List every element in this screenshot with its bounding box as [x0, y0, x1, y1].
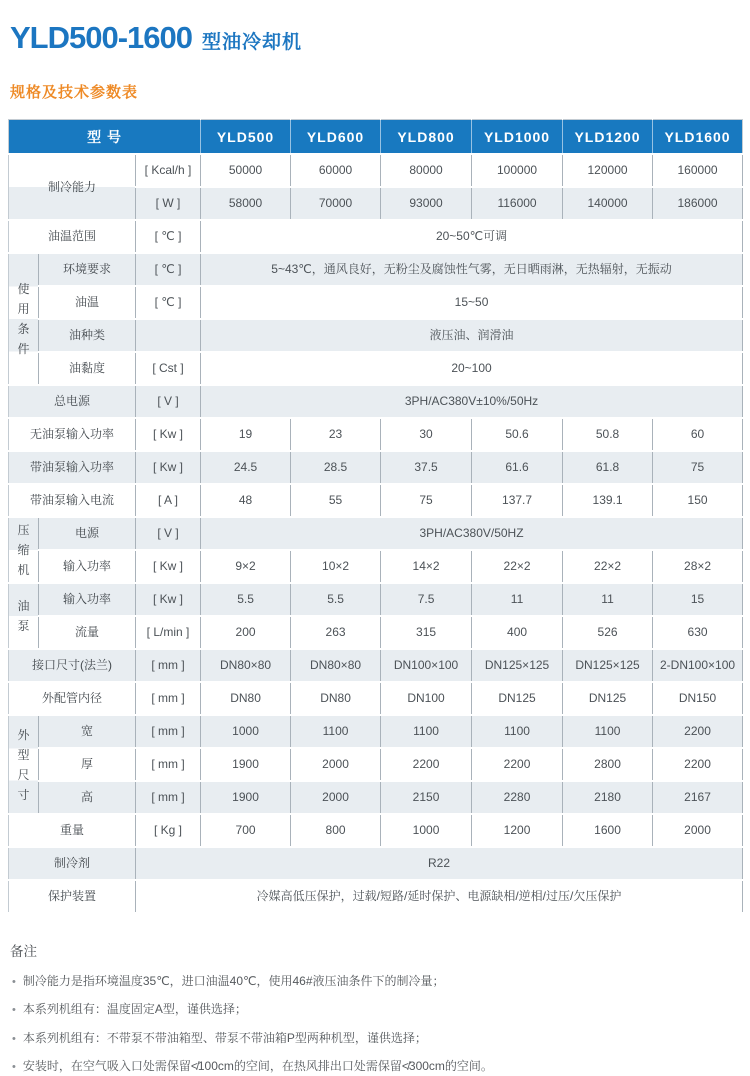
table-row	[9, 253, 743, 286]
table-row	[9, 220, 743, 253]
unit-cell: [ Cst ]	[136, 352, 201, 385]
note-text: 本系列机组有：温度固定A型，谨供选择；	[22, 1002, 247, 1017]
value-cell: 315	[381, 616, 472, 649]
value-cell: DN125	[472, 682, 563, 715]
page-title-suffix: 型油冷却机	[202, 32, 303, 53]
value-merged: 20~100	[201, 352, 743, 385]
row-label: 制冷能力	[9, 154, 136, 220]
value-merged: 20~50℃可调	[201, 220, 743, 253]
note-item	[10, 1030, 742, 1047]
value-cell: 116000	[472, 187, 563, 220]
group-label-char: 用	[17, 302, 30, 316]
notes-heading: 备注	[10, 944, 37, 959]
value-merged: 3PH/AC380V/50HZ	[201, 517, 743, 550]
value-cell: 60000	[291, 154, 381, 187]
section-title: 规格及技术参数表	[10, 84, 139, 101]
group-label-char: 寸	[17, 787, 30, 802]
value-cell: DN80	[291, 682, 381, 715]
table-row	[9, 682, 743, 715]
table-row	[9, 517, 743, 550]
group-label-char: 压	[17, 523, 30, 537]
row-label: 接口尺寸(法兰)	[9, 649, 136, 682]
value-cell: 120000	[563, 154, 653, 187]
value-cell: 2150	[381, 781, 472, 814]
value-cell: 50000	[201, 154, 291, 187]
table-row	[9, 583, 743, 616]
unit-cell: [ V ]	[136, 385, 201, 418]
value-cell: DN100×100	[381, 649, 472, 682]
value-cell: 75	[381, 484, 472, 517]
col-header-model: 型 号	[9, 120, 201, 155]
unit-cell: [ Kw ]	[136, 583, 201, 616]
table-row	[9, 748, 743, 781]
value-cell: 61.8	[563, 451, 653, 484]
value-cell: 1900	[201, 781, 291, 814]
value-cell: 22×2	[563, 550, 653, 583]
note-text: 制冷能力是指环境温度35℃，进口油温40℃，使用46#液压油条件下的制冷量；	[22, 974, 445, 988]
value-cell: 61.6	[472, 451, 563, 484]
row-label: 油温范围	[9, 220, 136, 253]
value-cell: 1100	[291, 715, 381, 748]
value-cell: DN125×125	[472, 649, 563, 682]
value-cell: 400	[472, 616, 563, 649]
unit-cell: [ ℃ ]	[136, 286, 201, 319]
value-cell: DN100	[381, 682, 472, 715]
unit-cell: [ Kw ]	[136, 550, 201, 583]
unit-cell: [ mm ]	[136, 682, 201, 715]
value-cell: DN80	[201, 682, 291, 715]
value-cell: 1100	[381, 715, 472, 748]
value-cell: 37.5	[381, 451, 472, 484]
value-cell: 1100	[563, 715, 653, 748]
value-cell: 75	[653, 451, 743, 484]
value-cell: DN80×80	[201, 649, 291, 682]
notes-section	[10, 940, 742, 1076]
value-cell: 30	[381, 418, 472, 451]
group-label-char: 泵	[17, 619, 30, 633]
table-row	[9, 847, 743, 880]
value-cell: 630	[653, 616, 743, 649]
table-row	[9, 649, 743, 682]
row-label: 电源	[39, 517, 136, 550]
row-label: 厚	[39, 748, 136, 781]
value-cell: 50.6	[472, 418, 563, 451]
group-label	[9, 583, 39, 649]
row-label: 无油泵输入功率	[9, 418, 136, 451]
value-cell: 28×2	[653, 550, 743, 583]
value-cell: DN80×80	[291, 649, 381, 682]
value-merged: 5~43℃，通风良好，无粉尘及腐蚀性气雾，无日晒雨淋，无热辐射，无振动	[201, 253, 743, 286]
value-cell: DN125	[563, 682, 653, 715]
table-row	[9, 352, 743, 385]
value-merged: 15~50	[201, 286, 743, 319]
value-cell: 700	[201, 814, 291, 847]
table-row	[9, 286, 743, 319]
unit-cell: [ Kg ]	[136, 814, 201, 847]
table-row	[9, 715, 743, 748]
group-label-char: 条	[17, 322, 30, 336]
table-row	[9, 418, 743, 451]
col-header-yld800: YLD800	[381, 120, 472, 155]
value-cell: 80000	[381, 154, 472, 187]
value-cell: 2800	[563, 748, 653, 781]
unit-cell: [ mm ]	[136, 715, 201, 748]
row-label: 环境要求	[39, 253, 136, 286]
value-cell: 23	[291, 418, 381, 451]
col-header-yld500: YLD500	[201, 120, 291, 155]
unit-cell: [ Kcal/h ]	[136, 154, 201, 187]
value-cell: 139.1	[563, 484, 653, 517]
value-cell: 19	[201, 418, 291, 451]
value-cell: 2000	[291, 748, 381, 781]
row-label: 宽	[39, 715, 136, 748]
group-label-char: 油	[17, 599, 30, 613]
value-cell: 70000	[291, 187, 381, 220]
value-cell: 1000	[381, 814, 472, 847]
row-label: 总电源	[9, 385, 136, 418]
spec-table-wrapper	[8, 119, 742, 914]
value-cell: 186000	[653, 187, 743, 220]
unit-cell: [ ℃ ]	[136, 253, 201, 286]
note-text: 安装时，在空气吸入口处需保留≮100cm的空间，在热风排出口处需保留≮300cm的空间。	[22, 1059, 493, 1074]
note-item	[10, 973, 742, 990]
value-cell: 1100	[472, 715, 563, 748]
row-label: 制冷剂	[9, 847, 136, 880]
unit-cell: [ mm ]	[136, 649, 201, 682]
header-row	[9, 120, 743, 155]
group-label-char: 缩	[17, 543, 30, 557]
value-cell: 100000	[472, 154, 563, 187]
row-label: 重量	[9, 814, 136, 847]
group-label-char: 机	[17, 563, 30, 577]
value-cell: 28.5	[291, 451, 381, 484]
spec-table	[8, 119, 743, 914]
value-cell: 2180	[563, 781, 653, 814]
col-header-yld600: YLD600	[291, 120, 381, 155]
group-label	[9, 253, 39, 385]
table-row	[9, 814, 743, 847]
table-row	[9, 484, 743, 517]
value-cell: 11	[563, 583, 653, 616]
value-cell: 1000	[201, 715, 291, 748]
value-cell: 2200	[653, 715, 743, 748]
note-text: 本系列机组有：不带泵不带油箱型、带泵不带油箱P型两种机型，谨供选择；	[22, 1030, 427, 1045]
value-cell: 137.7	[472, 484, 563, 517]
value-cell: 50.8	[563, 418, 653, 451]
row-label: 输入功率	[39, 583, 136, 616]
group-label	[9, 715, 39, 814]
group-label	[9, 517, 39, 583]
value-cell: 2200	[381, 748, 472, 781]
value-cell: 93000	[381, 187, 472, 220]
value-merged: 3PH/AC380V±10%/50Hz	[201, 385, 743, 418]
row-label: 外配管内径	[9, 682, 136, 715]
unit-cell: [ Kw ]	[136, 451, 201, 484]
value-cell: 10×2	[291, 550, 381, 583]
group-label-char: 外	[17, 727, 30, 742]
note-item	[10, 1058, 742, 1075]
value-cell: 15	[653, 583, 743, 616]
value-cell: 7.5	[381, 583, 472, 616]
table-row	[9, 451, 743, 484]
value-cell: 2000	[653, 814, 743, 847]
value-cell: 22×2	[472, 550, 563, 583]
bullet-icon: •	[12, 1061, 16, 1074]
value-cell: 1600	[563, 814, 653, 847]
value-cell: 150	[653, 484, 743, 517]
unit-cell: [ V ]	[136, 517, 201, 550]
value-cell: 140000	[563, 187, 653, 220]
row-label: 油种类	[39, 319, 136, 352]
row-label: 带油泵输入电流	[9, 484, 136, 517]
group-label-char: 型	[17, 747, 30, 762]
value-cell: 55	[291, 484, 381, 517]
value-cell: 5.5	[291, 583, 381, 616]
row-label: 保护装置	[9, 880, 136, 913]
bullet-icon: •	[12, 1004, 16, 1017]
col-header-yld1000: YLD1000	[472, 120, 563, 155]
value-cell: 58000	[201, 187, 291, 220]
value-cell: 1200	[472, 814, 563, 847]
col-header-yld1600: YLD1600	[653, 120, 743, 155]
bullet-icon: •	[12, 1032, 16, 1045]
value-merged: 液压油、润滑油	[201, 319, 743, 352]
value-cell: 200	[201, 616, 291, 649]
value-cell: 263	[291, 616, 381, 649]
value-cell: 2200	[472, 748, 563, 781]
page-title	[10, 20, 742, 56]
value-cell: DN125×125	[563, 649, 653, 682]
value-cell: 48	[201, 484, 291, 517]
unit-cell: [ ℃ ]	[136, 220, 201, 253]
value-cell: 2167	[653, 781, 743, 814]
table-row	[9, 154, 743, 187]
table-row	[9, 385, 743, 418]
value-cell: 160000	[653, 154, 743, 187]
bullet-icon: •	[12, 976, 16, 988]
group-label-char: 使	[17, 282, 30, 296]
note-item	[10, 1001, 742, 1018]
col-header-yld1200: YLD1200	[563, 120, 653, 155]
unit-cell: [ L/min ]	[136, 616, 201, 649]
value-cell: 2200	[653, 748, 743, 781]
unit-cell: [ mm ]	[136, 781, 201, 814]
table-row	[9, 550, 743, 583]
value-cell: 9×2	[201, 550, 291, 583]
value-cell: 2-DN100×100	[653, 649, 743, 682]
row-label: 油黏度	[39, 352, 136, 385]
table-row	[9, 781, 743, 814]
group-label-char: 尺	[17, 767, 30, 782]
unit-cell	[136, 319, 201, 352]
notes-list	[10, 973, 742, 1076]
row-label: 带油泵输入功率	[9, 451, 136, 484]
value-cell: 11	[472, 583, 563, 616]
value-cell: DN150	[653, 682, 743, 715]
unit-cell: [ A ]	[136, 484, 201, 517]
row-label: 高	[39, 781, 136, 814]
row-label: 输入功率	[39, 550, 136, 583]
value-cell: 60	[653, 418, 743, 451]
row-label: 流量	[39, 616, 136, 649]
value-cell: 1900	[201, 748, 291, 781]
value-cell: 14×2	[381, 550, 472, 583]
value-merged: R22	[136, 847, 743, 880]
unit-cell: [ mm ]	[136, 748, 201, 781]
value-cell: 5.5	[201, 583, 291, 616]
table-row	[9, 616, 743, 649]
table-row	[9, 319, 743, 352]
value-cell: 800	[291, 814, 381, 847]
group-label-char: 件	[17, 342, 30, 356]
value-cell: 24.5	[201, 451, 291, 484]
table-row	[9, 880, 743, 913]
unit-cell: [ W ]	[136, 187, 201, 220]
value-cell: 2000	[291, 781, 381, 814]
row-label: 油温	[39, 286, 136, 319]
unit-cell: [ Kw ]	[136, 418, 201, 451]
page-title-model: YLD500-1600	[10, 20, 193, 55]
value-cell: 526	[563, 616, 653, 649]
value-merged: 冷媒高低压保护，过载/短路/延时保护、电源缺相/逆相/过压/欠压保护	[136, 880, 743, 913]
value-cell: 2280	[472, 781, 563, 814]
